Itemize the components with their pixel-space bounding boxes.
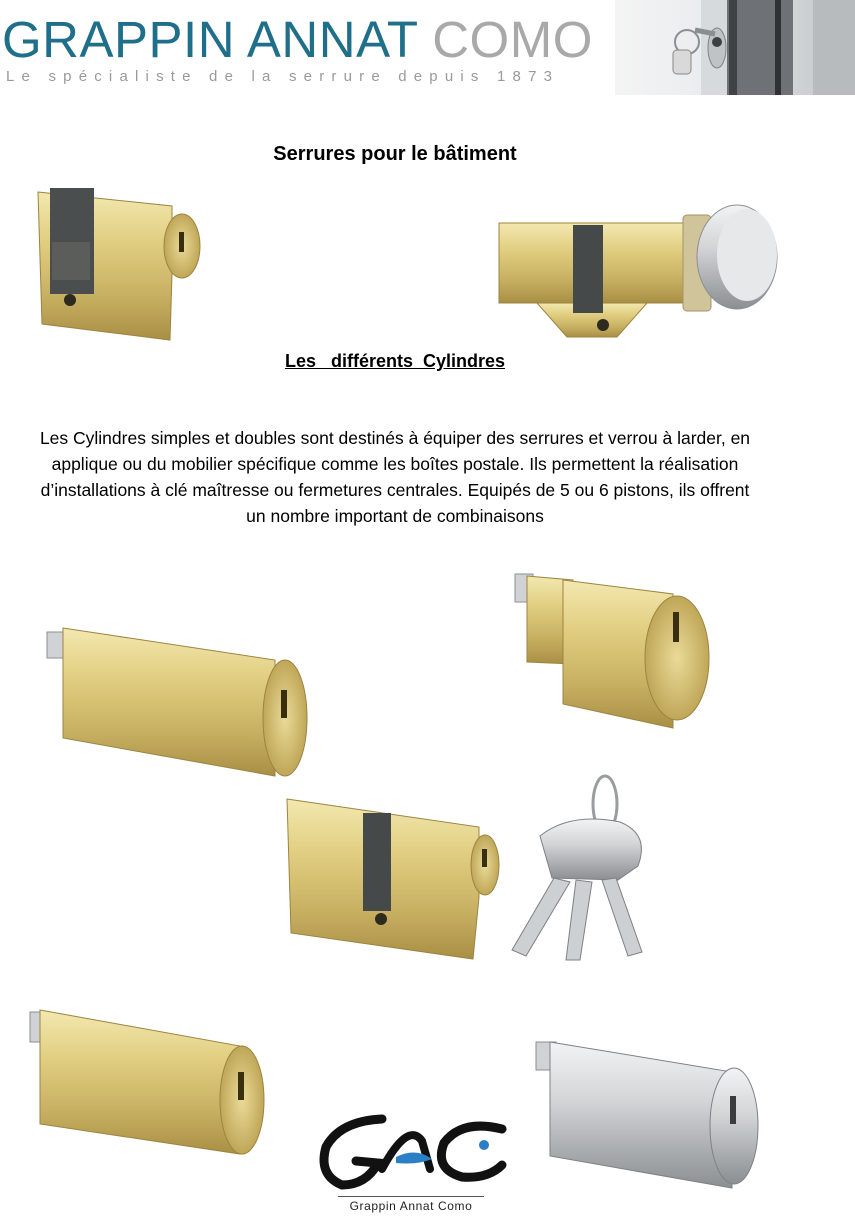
header-photo [615,0,855,95]
half-cylinder-image [32,182,202,344]
double-cylinder-image [283,793,503,963]
section-subtitle: Les différents Cylindres [284,351,506,371]
keys-image [510,770,660,965]
round-cylinder-brass-image [30,1008,262,1158]
brand-name [2,11,593,68]
brand-tagline: Le spécialiste de la serrure depuis 1873 [6,68,560,85]
thumbturn-cylinder-image [497,195,782,345]
door-key-icon [615,0,855,95]
round-cylinder-long-image [45,620,310,782]
round-cylinder-short-image [513,568,718,730]
logo-caption: Grappin Annat Como [338,1196,484,1213]
round-cylinder-nickel-image [536,1040,761,1190]
description-text: Les Cylindres simples et doubles sont destinés à équiper des serrures et verrou à larder, en applique ou du mobilier spécifique comme les boîtes postale. Ils permettent la réalisation d’installations à clé maîtresse ou fermetures centrales. Equipés de 5 ou 6 pistons, ils offrent un nombre important de combinaisons [39,428,751,526]
brand-name-part1: GRAPPIN ANNAT [2,11,433,68]
gac-logo-icon [312,1113,512,1193]
page-title: Serrures pour le bâtiment [273,143,517,165]
brand-name-part2: COMO [432,11,593,68]
